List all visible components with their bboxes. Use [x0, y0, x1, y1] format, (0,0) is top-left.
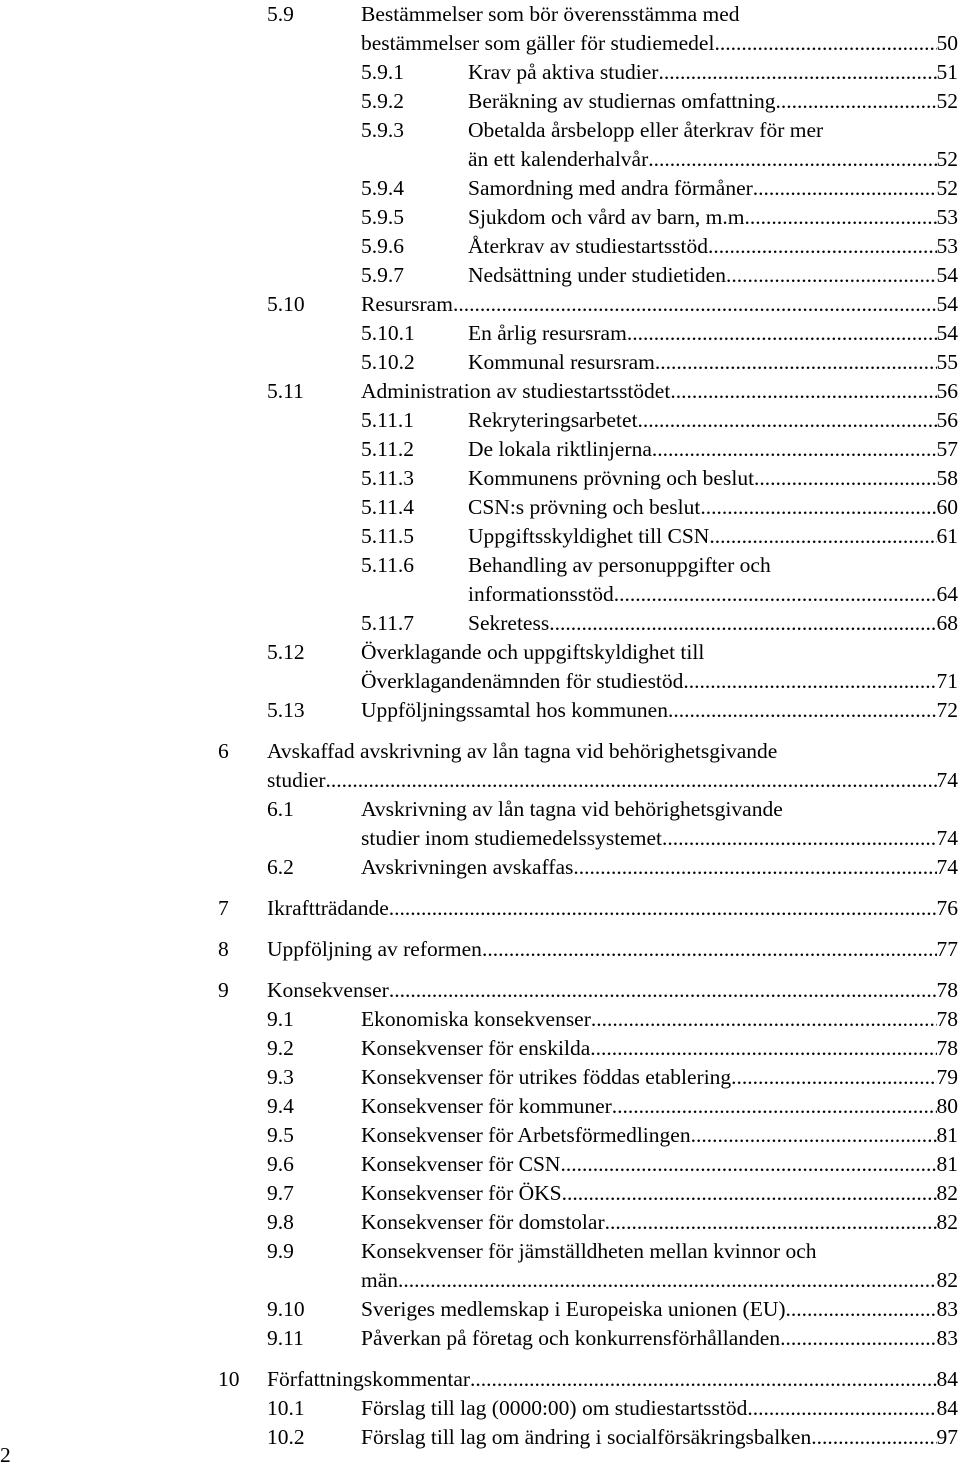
toc-entry-line	[0, 737, 960, 766]
toc-entry-title[interactable]	[468, 87, 958, 116]
toc-dot-leader	[700, 493, 936, 522]
toc-entry-line	[0, 0, 960, 29]
toc-entry-title-text: Kommunal resursram	[468, 350, 655, 374]
toc-entry-page: 82	[936, 1210, 958, 1234]
toc-entry-title[interactable]	[361, 853, 958, 882]
toc-dot-leader	[709, 522, 936, 551]
toc-entry-line	[0, 1394, 960, 1423]
toc-entry-page: 76	[936, 896, 958, 920]
toc-entry-number: 10.1	[267, 1396, 305, 1420]
toc-entry-page: 77	[936, 937, 958, 961]
toc-entry-title[interactable]	[267, 894, 958, 923]
toc-entry-page: 52	[936, 176, 958, 200]
toc-dot-leader	[648, 145, 936, 174]
toc-entry-title-text: En årlig resursram	[468, 321, 627, 345]
toc-dot-leader	[655, 348, 937, 377]
toc-entry-page: 68	[936, 611, 958, 635]
toc-entry-line	[0, 976, 960, 1005]
toc-entry-title-text: Konsekvenser för domstolar	[361, 1210, 605, 1234]
toc-entry-line	[0, 348, 960, 377]
toc-entry-line	[0, 1266, 960, 1295]
toc-dot-leader	[562, 1179, 937, 1208]
toc-entry-number: 5.11.2	[361, 437, 414, 461]
toc-dot-leader	[638, 406, 937, 435]
toc-entry-title-text: Avskaffad avskrivning av lån tagna vid behörighetsgivande	[267, 739, 778, 763]
toc-dot-leader	[754, 464, 936, 493]
toc-entry-page: 55	[936, 350, 958, 374]
toc-entry-title[interactable]	[267, 737, 777, 766]
toc-entry-number: 5.11.3	[361, 466, 414, 490]
toc-dot-leader	[658, 58, 936, 87]
toc-dot-leader	[453, 290, 937, 319]
toc-entry-title-text: studier	[267, 768, 326, 792]
toc-entry-title-text: Rekryteringsarbetet	[468, 408, 638, 432]
toc-entry-page: 74	[936, 768, 958, 792]
toc-entry-number: 9	[218, 978, 229, 1002]
toc-dot-leader	[691, 1121, 937, 1150]
toc-entry-line	[0, 29, 960, 58]
toc-entry-page: 74	[936, 826, 958, 850]
toc-entry-line	[0, 464, 960, 493]
toc-entry-line	[0, 1295, 960, 1324]
toc-entry-page: 81	[936, 1123, 958, 1147]
toc-entry-page: 84	[936, 1367, 958, 1391]
toc-entry-title[interactable]	[361, 1208, 958, 1237]
toc-entry-title-text: Förslag till lag (0000:00) om studiestartsstöd	[361, 1396, 748, 1420]
toc-dot-leader	[786, 1295, 937, 1324]
toc-entry-title-text: Sjukdom och vård av barn, m.m.	[468, 205, 750, 229]
toc-entry-title-text: Kommunens prövning och beslut	[468, 466, 755, 490]
toc-entry-line	[0, 795, 960, 824]
toc-dot-leader	[482, 935, 937, 964]
toc-entry-page: 78	[936, 1036, 958, 1060]
toc-entry-title[interactable]	[468, 261, 958, 290]
toc-entry-number: 6.1	[267, 797, 294, 821]
toc-entry-title[interactable]	[468, 58, 958, 87]
toc-entry-number: 9.1	[267, 1007, 294, 1031]
toc-entry-title[interactable]	[468, 580, 958, 609]
toc-entry-title[interactable]	[361, 667, 958, 696]
toc-entry-number: 5.9.4	[361, 176, 404, 200]
toc-entry-number: 5.9.6	[361, 234, 404, 258]
toc-entry-title[interactable]	[468, 319, 958, 348]
toc-entry-page: 54	[936, 292, 958, 316]
toc-entry-page: 58	[936, 466, 958, 490]
toc-entry-title-text: Avskrivningen avskaffas	[361, 855, 574, 879]
toc-entry-title-text: än ett kalenderhalvår	[468, 147, 649, 171]
toc-entry-page: 52	[936, 89, 958, 113]
toc-entry-line	[0, 853, 960, 882]
toc-dot-leader	[549, 609, 936, 638]
toc-entry-title[interactable]	[361, 0, 740, 29]
toc-entry-title-text: Konsekvenser för kommuner	[361, 1094, 612, 1118]
toc-entry-title[interactable]	[361, 1324, 958, 1353]
toc-entry-number: 5.11.7	[361, 611, 414, 635]
toc-entry-line	[0, 522, 960, 551]
toc-entry-number: 5.11	[267, 379, 304, 403]
toc-entry-number: 5.12	[267, 640, 305, 664]
toc-entry-number: 9.8	[267, 1210, 294, 1234]
toc-entry-page: 78	[936, 1007, 958, 1031]
toc-dot-leader	[652, 435, 937, 464]
toc-entry-line	[0, 1365, 960, 1394]
toc-entry-title-text: Konsekvenser för CSN	[361, 1152, 561, 1176]
toc-entry-number: 5.11.4	[361, 495, 414, 519]
toc-entry-number: 9.6	[267, 1152, 294, 1176]
toc-entry-title-text: Författningskommentar	[267, 1367, 471, 1391]
toc-entry-title[interactable]	[468, 232, 958, 261]
toc-entry-number: 5.10.2	[361, 350, 415, 374]
toc-entry-title[interactable]	[468, 406, 958, 435]
toc-entry-title-text: De lokala riktlinjerna	[468, 437, 652, 461]
toc-entry-page: 60	[936, 495, 958, 519]
toc-entry-line	[0, 203, 960, 232]
toc-entry-page: 53	[936, 205, 958, 229]
toc-entry-number: 5.9.7	[361, 263, 404, 287]
toc-entry-title[interactable]	[361, 1394, 958, 1423]
page-number: 2	[0, 1443, 11, 1467]
toc-entry-title-text: Avskrivning av lån tagna vid behörighetsgivande	[361, 797, 783, 821]
toc-entry-title-text: Påverkan på företag och konkurrensförhållanden	[361, 1326, 781, 1350]
toc-entry-number: 6.2	[267, 855, 294, 879]
toc-entry-title-text: studier inom studiemedelssystemet	[361, 826, 662, 850]
toc-dot-leader	[605, 1208, 937, 1237]
toc-entry-line	[0, 319, 960, 348]
toc-dot-leader	[389, 976, 937, 1005]
toc-entry-title-text: Förslag till lag om ändring i socialförsäkringsbalken	[361, 1425, 812, 1449]
toc-entry-page: 78	[936, 978, 958, 1002]
toc-dot-leader	[683, 667, 936, 696]
toc-entry-line	[0, 1063, 960, 1092]
toc-entry-title-text: Ekonomiska konsekvenser	[361, 1007, 591, 1031]
toc-entry-title-text: Sveriges medlemskap i Europeiska unionen (EU)	[361, 1297, 786, 1321]
toc-entry-title[interactable]	[361, 377, 958, 406]
toc-entry-title-text: Beräkning av studiernas omfattning	[468, 89, 776, 113]
toc-entry-title-text: Nedsättning under studietiden	[468, 263, 726, 287]
toc-entry-title-text: Konsekvenser för ÖKS	[361, 1181, 562, 1205]
toc-dot-leader	[326, 766, 937, 795]
toc-dot-leader	[747, 1394, 936, 1423]
toc-entry-line	[0, 1150, 960, 1179]
toc-entry-title[interactable]	[468, 174, 958, 203]
toc-dot-leader	[573, 853, 936, 882]
toc-dot-leader	[398, 1266, 936, 1295]
toc-entry-title-text: Överklagandenämnden för studiestöd	[361, 669, 684, 693]
toc-dot-leader	[708, 232, 936, 261]
toc-entry-page: 83	[936, 1297, 958, 1321]
toc-entry-title-text: Krav på aktiva studier	[468, 60, 659, 84]
toc-entry-page: 81	[936, 1152, 958, 1176]
toc-entry-title-text: Återkrav av studiestartsstöd	[468, 234, 709, 258]
toc-entry-title-text: Konsekvenser	[267, 978, 389, 1002]
toc-entry-page: 54	[936, 263, 958, 287]
toc-entry-number: 8	[218, 937, 229, 961]
toc-entry-title[interactable]	[361, 795, 783, 824]
toc-entry-title-text: Överklagande och uppgiftskyldighet till	[361, 640, 705, 664]
toc-entry-page: 53	[936, 234, 958, 258]
toc-entry-number: 5.13	[267, 698, 305, 722]
toc-entry-page: 82	[936, 1181, 958, 1205]
toc-entry-number: 5.9.1	[361, 60, 404, 84]
toc-entry-line	[0, 935, 960, 964]
toc-entry-title[interactable]	[361, 1034, 958, 1063]
toc-entry-title[interactable]	[361, 638, 704, 667]
toc-entry-title[interactable]	[361, 1237, 817, 1266]
toc-entry-page: 52	[936, 147, 958, 171]
toc-entry-line	[0, 1179, 960, 1208]
toc-dot-leader	[389, 894, 937, 923]
toc-entry-line	[0, 1237, 960, 1266]
toc-entry-line	[0, 1034, 960, 1063]
toc-entry-number: 10	[218, 1367, 240, 1391]
toc-entry-title[interactable]	[468, 145, 958, 174]
toc-entry-line	[0, 406, 960, 435]
toc-entry-title-text: Uppföljningssamtal hos kommunen	[361, 698, 668, 722]
toc-entry-number: 5.10.1	[361, 321, 415, 345]
toc-entry-title-text: Administration av studiestartsstödet	[361, 379, 671, 403]
toc-entry-line	[0, 766, 960, 795]
toc-entry-line	[0, 1324, 960, 1353]
toc-entry-title[interactable]	[361, 1423, 958, 1452]
toc-entry-number: 5.11.1	[361, 408, 414, 432]
toc-entry-page: 51	[936, 60, 958, 84]
toc-entry-page: 83	[936, 1326, 958, 1350]
toc-entry-number: 6	[218, 739, 229, 763]
toc-entry-title-text: CSN:s prövning och beslut	[468, 495, 701, 519]
toc-entry-title[interactable]	[267, 766, 958, 795]
toc-entry-page: 82	[936, 1268, 958, 1292]
toc-dot-leader	[662, 824, 937, 853]
toc-entry-number: 5.11.5	[361, 524, 414, 548]
toc-entry-page: 50	[936, 31, 958, 55]
toc-entry-line	[0, 1092, 960, 1121]
toc-entry-title[interactable]	[361, 1150, 958, 1179]
toc-entry-title-text: bestämmelser som gäller för studiemedel	[361, 31, 715, 55]
toc-dot-leader	[731, 1063, 936, 1092]
toc-entry-title[interactable]	[468, 522, 958, 551]
toc-entry-title[interactable]	[361, 1121, 958, 1150]
toc-entry-title-text: Konsekvenser för Arbetsförmedlingen	[361, 1123, 691, 1147]
toc-entry-title-text: Uppföljning av reformen	[267, 937, 482, 961]
toc-entry-title[interactable]	[361, 1295, 958, 1324]
toc-entry-page: 80	[936, 1094, 958, 1118]
toc-entry-title[interactable]	[267, 1365, 958, 1394]
toc-entry-number: 5.9.5	[361, 205, 404, 229]
toc-entry-line	[0, 87, 960, 116]
toc-entry-title[interactable]	[267, 976, 958, 1005]
toc-entry-title-text: Behandling av personuppgifter och	[468, 553, 771, 577]
toc-entry-number: 5.9	[267, 2, 294, 26]
toc-entry-line	[0, 580, 960, 609]
toc-entry-page: 74	[936, 855, 958, 879]
toc-entry-number: 9.5	[267, 1123, 294, 1147]
toc-dot-leader	[470, 1365, 936, 1394]
toc-dot-leader	[627, 319, 937, 348]
toc-entry-title[interactable]	[361, 1005, 958, 1034]
toc-entry-title-text: Sekretess	[468, 611, 550, 635]
toc-entry-title[interactable]	[361, 1179, 958, 1208]
toc-entry-line	[0, 638, 960, 667]
toc-dot-leader	[780, 1324, 936, 1353]
toc-entry-line	[0, 145, 960, 174]
toc-entry-page: 56	[936, 408, 958, 432]
toc-entry-number: 5.9.3	[361, 118, 404, 142]
toc-entry-line	[0, 493, 960, 522]
toc-entry-line	[0, 551, 960, 580]
toc-entry-line	[0, 290, 960, 319]
toc-entry-number: 9.3	[267, 1065, 294, 1089]
toc-entry-line	[0, 609, 960, 638]
toc-entry-line	[0, 824, 960, 853]
toc-entry-number: 5.9.2	[361, 89, 404, 113]
toc-entry-number: 9.9	[267, 1239, 294, 1263]
toc-entry-title[interactable]	[361, 1092, 958, 1121]
toc-entry-title-text: Resursram	[361, 292, 453, 316]
toc-dot-leader	[590, 1034, 936, 1063]
toc-entry-number: 9.11	[267, 1326, 304, 1350]
toc-entry-title[interactable]	[361, 824, 958, 853]
toc-entry-page: 72	[936, 698, 958, 722]
toc-entry-title-text: män	[361, 1268, 399, 1292]
toc-entry-number: 9.10	[267, 1297, 305, 1321]
toc-dot-leader	[750, 203, 937, 232]
toc-entry-title[interactable]	[468, 203, 958, 232]
toc-dot-leader	[714, 29, 936, 58]
toc-entry-line	[0, 894, 960, 923]
toc-entry-number: 5.11.6	[361, 553, 414, 577]
toc-dot-leader	[668, 696, 937, 725]
toc-entry-title-text: Obetalda årsbelopp eller återkrav för mer	[468, 118, 824, 142]
toc-entry-title[interactable]	[468, 609, 958, 638]
toc-entry-line	[0, 1005, 960, 1034]
toc-entry-title-text: informationsstöd	[468, 582, 614, 606]
toc-entry-page: 57	[936, 437, 958, 461]
toc-entry-title[interactable]	[361, 29, 958, 58]
toc-entry-line	[0, 58, 960, 87]
toc-entry-page: 54	[936, 321, 958, 345]
toc-entry-number: 9.2	[267, 1036, 294, 1060]
toc-entry-title[interactable]	[468, 493, 958, 522]
toc-entry-page: 61	[936, 524, 958, 548]
toc-dot-leader	[591, 1005, 937, 1034]
toc-entry-title[interactable]	[468, 435, 958, 464]
toc-entry-title-text: Ikraftträdande	[267, 896, 389, 920]
toc-dot-leader	[614, 580, 937, 609]
toc-entry-title[interactable]	[267, 935, 958, 964]
toc-entry-page: 71	[936, 669, 958, 693]
toc-entry-number: 7	[218, 896, 229, 920]
toc-dot-leader	[726, 261, 937, 290]
toc-dot-leader	[753, 174, 937, 203]
toc-entry-title[interactable]	[468, 551, 771, 580]
toc-entry-page: 97	[936, 1425, 958, 1449]
toc-entry-number: 9.7	[267, 1181, 294, 1205]
toc-entry-line	[0, 232, 960, 261]
toc-entry-title[interactable]	[361, 290, 958, 319]
toc-entry-title-text: Konsekvenser för jämställdheten mellan kvinnor och	[361, 1239, 817, 1263]
toc-entry-title[interactable]	[468, 464, 958, 493]
toc-entry-number: 10.2	[267, 1425, 305, 1449]
toc-entry-line	[0, 667, 960, 696]
toc-entry-title[interactable]	[361, 1266, 958, 1295]
toc-entry-title[interactable]	[468, 116, 823, 145]
toc-entry-page: 64	[936, 582, 958, 606]
toc-entry-number: 9.4	[267, 1094, 294, 1118]
toc-entry-line	[0, 116, 960, 145]
toc-entry-title[interactable]	[361, 696, 958, 725]
toc-entry-title-text: Konsekvenser för enskilda	[361, 1036, 591, 1060]
toc-entry-line	[0, 1423, 960, 1452]
toc-dot-leader	[811, 1423, 936, 1452]
toc-entry-title-text: Konsekvenser för utrikes föddas etablering	[361, 1065, 732, 1089]
toc-dot-leader	[670, 377, 936, 406]
toc-dot-leader	[612, 1092, 937, 1121]
toc-entry-title-text: Bestämmelser som bör överensstämma med	[361, 2, 740, 26]
toc-entry-line	[0, 261, 960, 290]
toc-entry-line	[0, 377, 960, 406]
toc-entry-line	[0, 174, 960, 203]
toc-entry-number: 5.10	[267, 292, 305, 316]
toc-entry-line	[0, 1121, 960, 1150]
toc-entry-line	[0, 696, 960, 725]
toc-entry-page: 79	[936, 1065, 958, 1089]
toc-dot-leader	[776, 87, 937, 116]
toc-entry-title[interactable]	[361, 1063, 958, 1092]
toc-entry-title-text: Uppgiftsskyldighet till CSN	[468, 524, 710, 548]
toc-entry-title-text: Samordning med andra förmåner	[468, 176, 753, 200]
toc-entry-line	[0, 1208, 960, 1237]
toc-entry-title[interactable]	[468, 348, 958, 377]
toc-entry-line	[0, 435, 960, 464]
toc-entry-page: 56	[936, 379, 958, 403]
toc-dot-leader	[560, 1150, 936, 1179]
toc-entry-page: 84	[936, 1396, 958, 1420]
